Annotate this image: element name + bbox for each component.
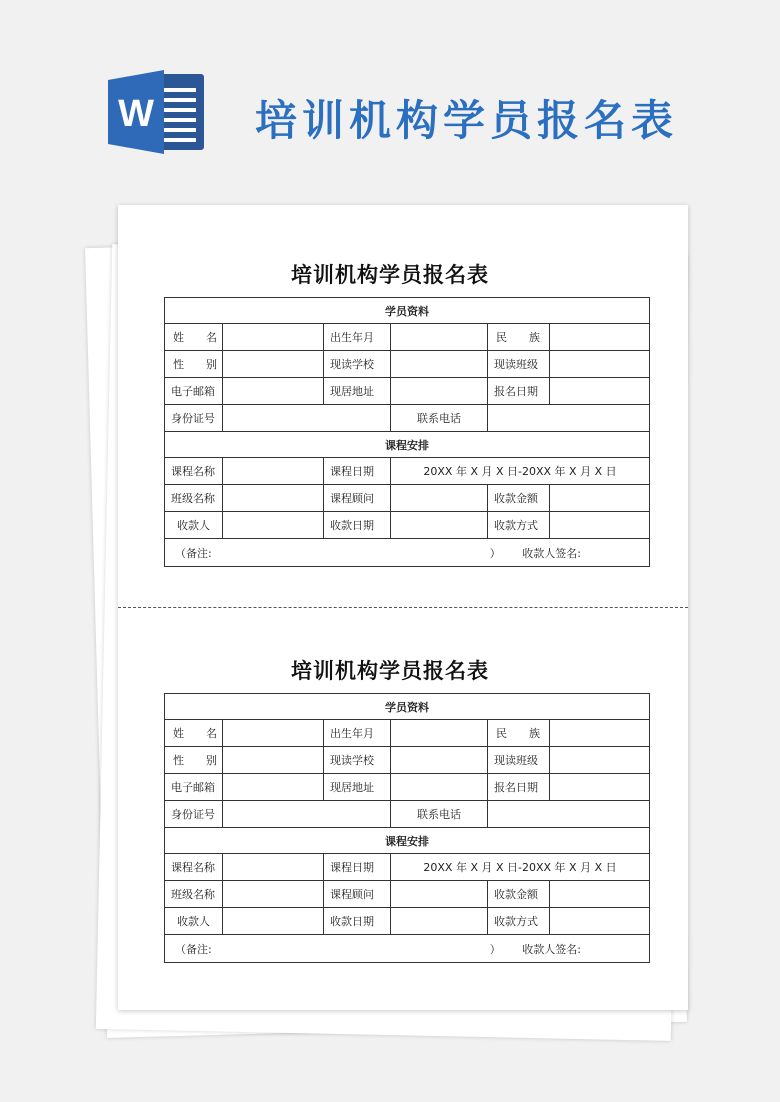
- field-payee[interactable]: [223, 512, 324, 539]
- label-current-class: 现读班级: [488, 747, 550, 774]
- field-id-number[interactable]: [223, 405, 391, 432]
- label-id-number: 身份证号: [165, 405, 223, 432]
- field-birth[interactable]: [391, 720, 488, 747]
- label-payee: 收款人: [165, 908, 223, 935]
- label-birth: 出生年月: [324, 324, 391, 351]
- label-email: 电子邮箱: [165, 774, 223, 801]
- field-address[interactable]: [391, 378, 488, 405]
- label-gender: 性 别: [165, 351, 223, 378]
- label-course-date: 课程日期: [324, 458, 391, 485]
- field-signup-date[interactable]: [550, 774, 650, 801]
- label-pay-method: 收款方式: [488, 908, 550, 935]
- label-pay-date: 收款日期: [324, 908, 391, 935]
- field-phone[interactable]: [488, 801, 650, 828]
- field-pay-date[interactable]: [391, 512, 488, 539]
- label-phone: 联系电话: [391, 405, 488, 432]
- label-signup-date: 报名日期: [488, 774, 550, 801]
- label-name: 姓 名: [165, 720, 223, 747]
- section-header-course: 课程安排: [165, 828, 650, 854]
- label-remarks: （备注:: [175, 546, 212, 560]
- label-ethnicity: 民 族: [488, 324, 550, 351]
- field-course-date[interactable]: 20XX 年 X 月 X 日-20XX 年 X 月 X 日: [391, 458, 650, 485]
- remarks-row[interactable]: [165, 539, 650, 567]
- remarks-row[interactable]: [165, 935, 650, 963]
- word-doc-icon: [108, 70, 206, 154]
- field-name[interactable]: [223, 324, 324, 351]
- label-name: 姓 名: [165, 324, 223, 351]
- form-title: 培训机构学员报名表: [291, 659, 489, 683]
- label-consultant: 课程顾问: [324, 485, 391, 512]
- page-title: 培训机构学员报名表: [255, 96, 679, 145]
- field-course-date[interactable]: 20XX 年 X 月 X 日-20XX 年 X 月 X 日: [391, 854, 650, 881]
- field-course-name[interactable]: [223, 458, 324, 485]
- label-pay-date: 收款日期: [324, 512, 391, 539]
- field-pay-method[interactable]: [550, 908, 650, 935]
- field-class-name[interactable]: [223, 485, 324, 512]
- field-id-number[interactable]: [223, 801, 391, 828]
- field-current-school[interactable]: [391, 351, 488, 378]
- label-address: 现居地址: [324, 378, 391, 405]
- page-header: [0, 0, 780, 180]
- field-name[interactable]: [223, 720, 324, 747]
- field-amount[interactable]: [550, 485, 650, 512]
- label-phone: 联系电话: [391, 801, 488, 828]
- field-consultant[interactable]: [391, 881, 488, 908]
- label-signup-date: 报名日期: [488, 378, 550, 405]
- field-current-class[interactable]: [550, 351, 650, 378]
- section-header-student: 学员资料: [165, 298, 650, 324]
- label-remarks: （备注:: [175, 942, 212, 956]
- section-header-course: 课程安排: [165, 432, 650, 458]
- field-class-name[interactable]: [223, 881, 324, 908]
- label-course-date: 课程日期: [324, 854, 391, 881]
- field-birth[interactable]: [391, 324, 488, 351]
- field-gender[interactable]: [223, 351, 324, 378]
- label-payee: 收款人: [165, 512, 223, 539]
- label-class-name: 班级名称: [165, 881, 223, 908]
- label-course-name: 课程名称: [165, 458, 223, 485]
- label-course-name: 课程名称: [165, 854, 223, 881]
- label-birth: 出生年月: [324, 720, 391, 747]
- field-email[interactable]: [223, 774, 324, 801]
- remarks-close-paren: ）: [489, 942, 501, 956]
- section-header-student: 学员资料: [165, 694, 650, 720]
- svg-text:W: W: [118, 93, 154, 135]
- label-current-school: 现读学校: [324, 351, 391, 378]
- field-pay-method[interactable]: [550, 512, 650, 539]
- label-consultant: 课程顾问: [324, 881, 391, 908]
- field-address[interactable]: [391, 774, 488, 801]
- field-current-class[interactable]: [550, 747, 650, 774]
- field-phone[interactable]: [488, 405, 650, 432]
- label-email: 电子邮箱: [165, 378, 223, 405]
- label-signature: 收款人签名:: [522, 546, 581, 560]
- label-ethnicity: 民 族: [488, 720, 550, 747]
- cut-line-divider: [118, 607, 688, 608]
- label-signature: 收款人签名:: [522, 942, 581, 956]
- field-ethnicity[interactable]: [550, 720, 650, 747]
- form-title: 培训机构学员报名表: [291, 263, 489, 287]
- field-current-school[interactable]: [391, 747, 488, 774]
- field-pay-date[interactable]: [391, 908, 488, 935]
- label-amount: 收款金额: [488, 485, 550, 512]
- field-email[interactable]: [223, 378, 324, 405]
- label-pay-method: 收款方式: [488, 512, 550, 539]
- field-consultant[interactable]: [391, 485, 488, 512]
- field-course-name[interactable]: [223, 854, 324, 881]
- field-payee[interactable]: [223, 908, 324, 935]
- field-signup-date[interactable]: [550, 378, 650, 405]
- label-current-school: 现读学校: [324, 747, 391, 774]
- field-amount[interactable]: [550, 881, 650, 908]
- label-gender: 性 别: [165, 747, 223, 774]
- registration-form-table: [164, 297, 650, 567]
- label-address: 现居地址: [324, 774, 391, 801]
- label-current-class: 现读班级: [488, 351, 550, 378]
- label-class-name: 班级名称: [165, 485, 223, 512]
- field-ethnicity[interactable]: [550, 324, 650, 351]
- label-id-number: 身份证号: [165, 801, 223, 828]
- label-amount: 收款金额: [488, 881, 550, 908]
- remarks-close-paren: ）: [489, 546, 501, 560]
- field-gender[interactable]: [223, 747, 324, 774]
- registration-form-table: [164, 693, 650, 963]
